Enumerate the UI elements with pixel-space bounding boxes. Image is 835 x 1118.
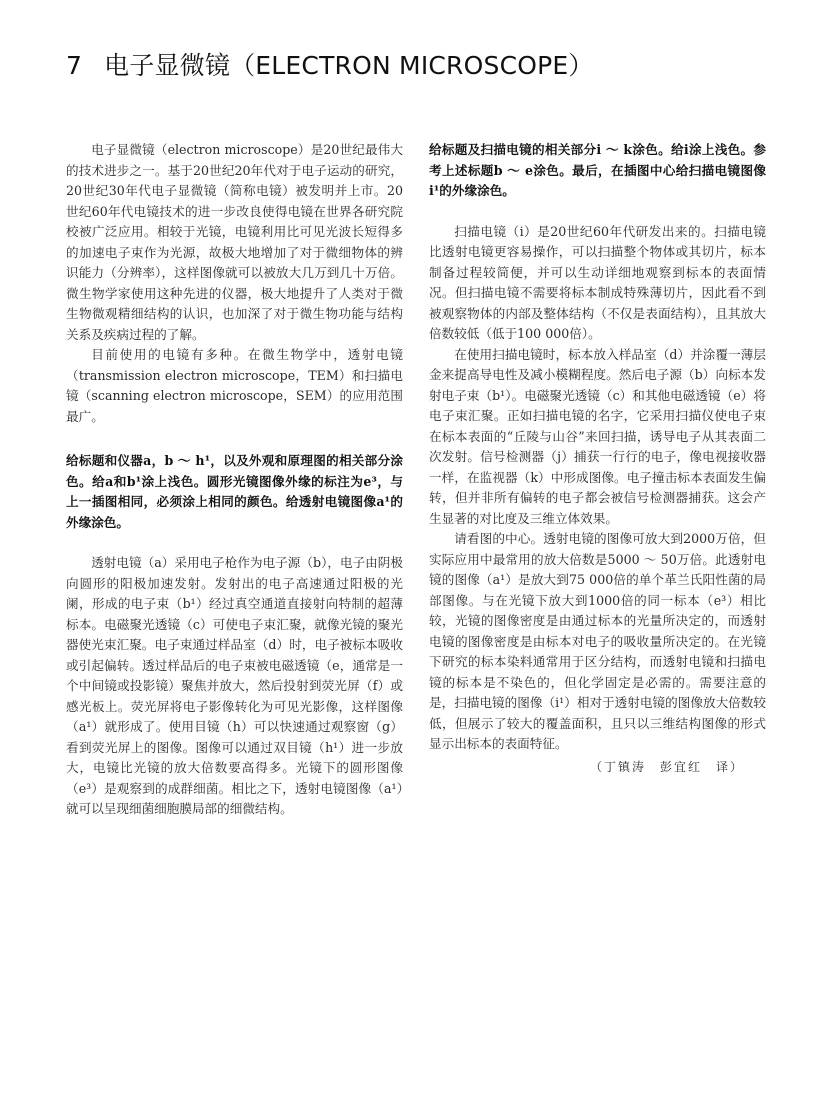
em-types-paragraph: 目前使用的电镜有多种。在微生物学中，透射电镜（transmission electron microscope，TEM）和扫描电镜（scanning electron microscope，SEM）的应用范围最广。: [66, 347, 403, 424]
tem-coloring-instruction: 给标题和仪器a，b ～ h¹，以及外观和原理图的相关部分涂色。给a和b¹涂上浅色。圆形光镜图像外缘的标注为e³，与上一插图相同，必须涂上相同的颜色。给透射电镜图像a¹的外缘涂色。: [66, 453, 403, 530]
intro-paragraph: 电子显微镜（electron microscope）是20世纪最伟大的技术进步之一。基于20世纪20年代对于电子运动的研究，20世纪30年代电子显微镜（简称电镜）被发明并上市。20世纪60年代电镜技术的进一步改良使得电镜在世界各研究院校被广泛应用。相较于光镜，电镜利用比可见光波长短得多的加速电子束作为光源，故极大地增加了对于微细物体的辨识能力（分辨率），这样图像就可以被放大几万到几十万倍。微生物学家使用这种先进的仪器，极大地提升了人类对于微生物微观精细结构的认识，也加深了对于微生物功能与结构关系及疾病过程的了解。: [66, 142, 403, 342]
translator-credit: （丁镇涛 彭宜红 译）: [589, 759, 744, 774]
sem-coloring-instruction: 给标题及扫描电镜的相关部分i ～ k涂色。给i涂上浅色。参考上述标题b ～ e涂色。最后，在插图中心给扫描电镜图像i¹的外缘涂色。: [429, 142, 766, 198]
right-column: [429, 140, 766, 777]
tem-description-paragraph: 透射电镜（a）采用电子枪作为电子源（b），电子由阴极向圆形的阳极加速发射。发射出的电子高速通过阳极的光阑，形成的电子束（b¹）经过真空通道直接射向特制的超薄标本。电磁聚光透镜（c）可使电子束汇聚，就像光镜的聚光器使光束汇聚。电子束通过样品室（d）时，电子被标本吸收或引起偏转。透过样品后的电子束被电磁透镜（e，通常是一个中间镜或投影镜）聚焦并放大，然后投射到荧光屏（f）或感光板上。荧光屏将电子影像转化为可见光影像，这样图像（a¹）就形成了。使用目镜（h）可以快速通过观察窗（g）看到荧光屏上的图像。图像可以通过双目镜（h¹）进一步放大，电镜比光镜的放大倍数要高得多。光镜下的圆形图像（e³）是观察到的成群细菌。相比之下，透射电镜图像（a¹）就可以呈现细菌细胞膜局部的细微结构。: [66, 555, 403, 816]
left-column: [66, 140, 403, 820]
image-comparison-paragraph: 请看图的中心。透射电镜的图像可放大到2000万倍，但实际应用中最常用的放大倍数是5000 ～ 50万倍。此透射电镜的图像（a¹）是放大到75 000倍的单个革兰氏阳性菌的局部图像。与在光镜下放大到1000倍的同一标本（e³）相比较，光镜的图像密度是由通过标本的光量所决定的，而透射电镜的图像密度是由标本对电子的吸收量所决定的。在光镜下研究的标本染料通常用于区分结构，而透射电镜和扫描电镜的标本是不染色的，但化学固定是必需的。需要注意的是，扫描电镜的图像（i¹）相对于透射电镜的图像放大倍数较低，但展示了较大的覆盖面积，且只以三维结构图像的形式显示出标本的表面特征。: [429, 531, 766, 751]
sem-intro-paragraph: 扫描电镜（i）是20世纪60年代研发出来的。扫描电镜比透射电镜更容易操作，可以扫描整个物体或其切片，标本制备过程较简便，并可以生动详细地观察到标本的表面情况。但扫描电镜不需要将标本制成特殊薄切片，因此看不到被观察物体的内部及整体结构（不仅是表面结构），且其放大倍数较低（低于100 000倍）。: [429, 223, 766, 341]
chapter-number: 7: [66, 51, 83, 80]
sem-operation-paragraph: 在使用扫描电镜时，标本放入样品室（d）并涂覆一薄层金来提高导电性及减小模糊程度。然后电子源（b）向标本发射电子束（b¹）。电磁聚光透镜（c）和其他电磁透镜（e）将电子束汇聚。正如扫描电镜的名字，它采用扫描仪使电子束在标本表面的“丘陵与山谷”来回扫描，诱导电子从其表面二次发射。信号检测器（j）捕获一行行的电子，像电视接收器一样，在监视器（k）中形成图像。电子撞击标本表面发生偏转，但并非所有偏转的电子都会被信号检测器捕获。这会产生显著的对比度及三维立体效果。: [429, 346, 766, 526]
chapter-title: 电子显微镜（ELECTRON MICROSCOPE）: [104, 51, 594, 80]
page-title: [66, 46, 594, 82]
